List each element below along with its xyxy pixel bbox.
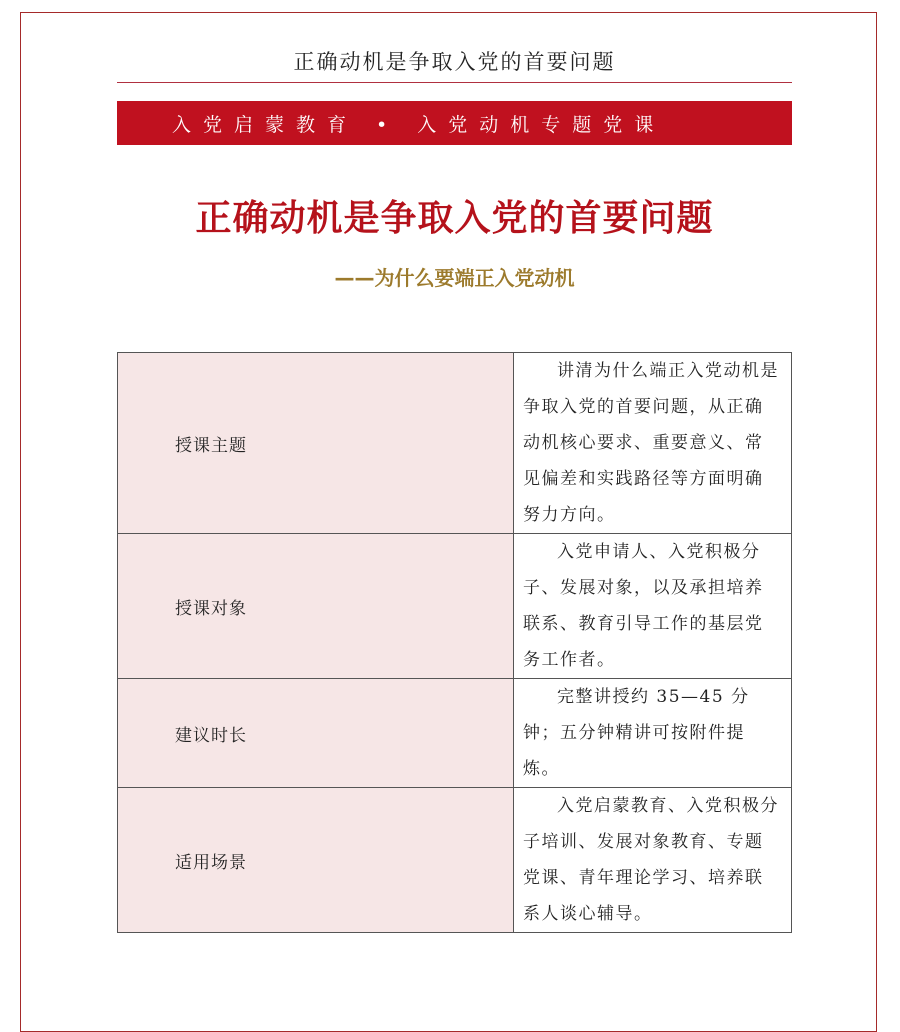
header-divider (117, 82, 792, 83)
course-info-table (117, 352, 792, 933)
row-content: 入党启蒙教育、入党积极分子培训、发展对象教育、专题党课、青年理论学习、培养联系人谈心辅导。 (514, 788, 792, 933)
table-row (118, 353, 792, 534)
table-row (118, 788, 792, 933)
page-subtitle: ——为什么要端正入党动机 (334, 266, 575, 290)
row-content: 入党申请人、入党积极分子、发展对象，以及承担培养联系、教育引导工作的基层党务工作者。 (514, 534, 792, 679)
row-label: 授课主题 (118, 353, 514, 534)
row-label: 建议时长 (118, 679, 514, 788)
row-content: 讲清为什么端正入党动机是争取入党的首要问题，从正确动机核心要求、重要意义、常见偏差和实践路径等方面明确努力方向。 (514, 353, 792, 534)
table-row (118, 534, 792, 679)
page-title: 正确动机是争取入党的首要问题 (195, 198, 714, 239)
section-banner: 入党启蒙教育 • 入党动机专题党课 (117, 101, 792, 145)
row-label: 授课对象 (118, 534, 514, 679)
row-content: 完整讲授约 35—45 分钟；五分钟精讲可按附件提炼。 (514, 679, 792, 788)
running-header: 正确动机是争取入党的首要问题 (293, 50, 616, 74)
table-row (118, 679, 792, 788)
row-label: 适用场景 (118, 788, 514, 933)
